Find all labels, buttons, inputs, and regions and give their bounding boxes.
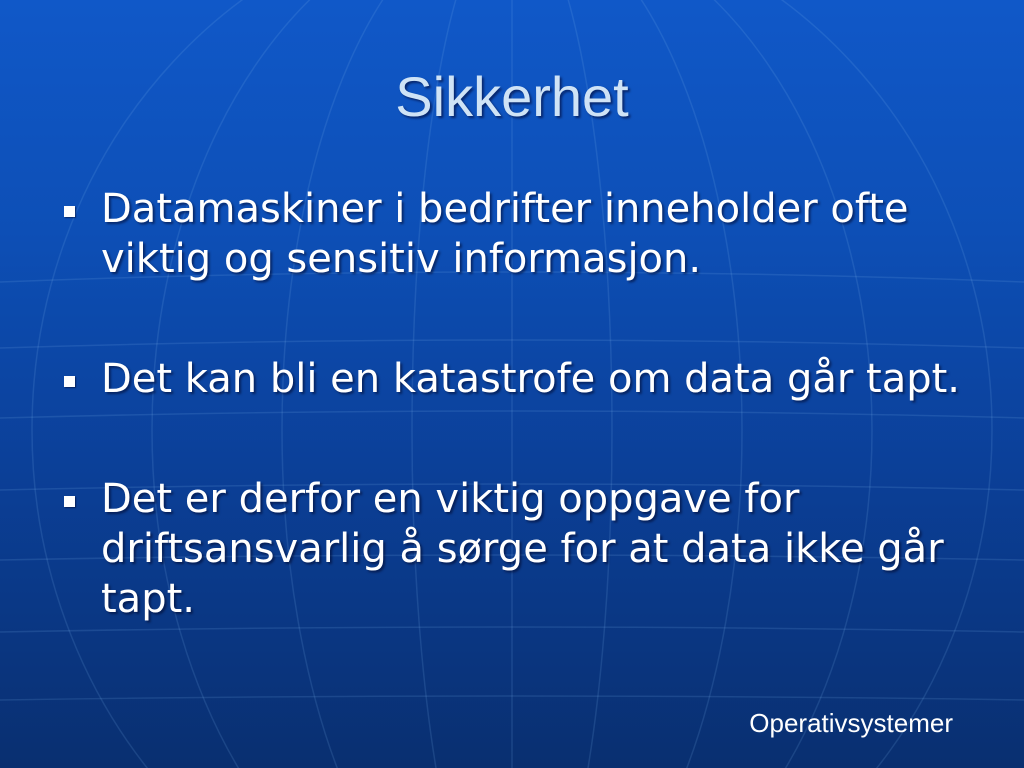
- slide-title: Sikkerhet: [395, 65, 629, 128]
- bullet-text: Det kan bli en katastrofe om data går tapt.: [101, 356, 961, 402]
- square-bullet-icon: [64, 376, 75, 387]
- square-bullet-icon: [64, 206, 75, 217]
- square-bullet-icon: [64, 496, 75, 507]
- slide-footer: Operativsystemer: [749, 708, 953, 738]
- bullet-item: [64, 184, 964, 284]
- bullet-list: [64, 184, 964, 624]
- bullet-text: Datamaskiner i bedrifter inneholder ofte viktig og sensitiv informasjon.: [101, 186, 909, 282]
- bullet-text: Det er derfor en viktig oppgave for driftsansvarlig å sørge for at data ikke går tapt.: [101, 476, 944, 622]
- bullet-item: [64, 474, 964, 624]
- bullet-item: [64, 354, 964, 404]
